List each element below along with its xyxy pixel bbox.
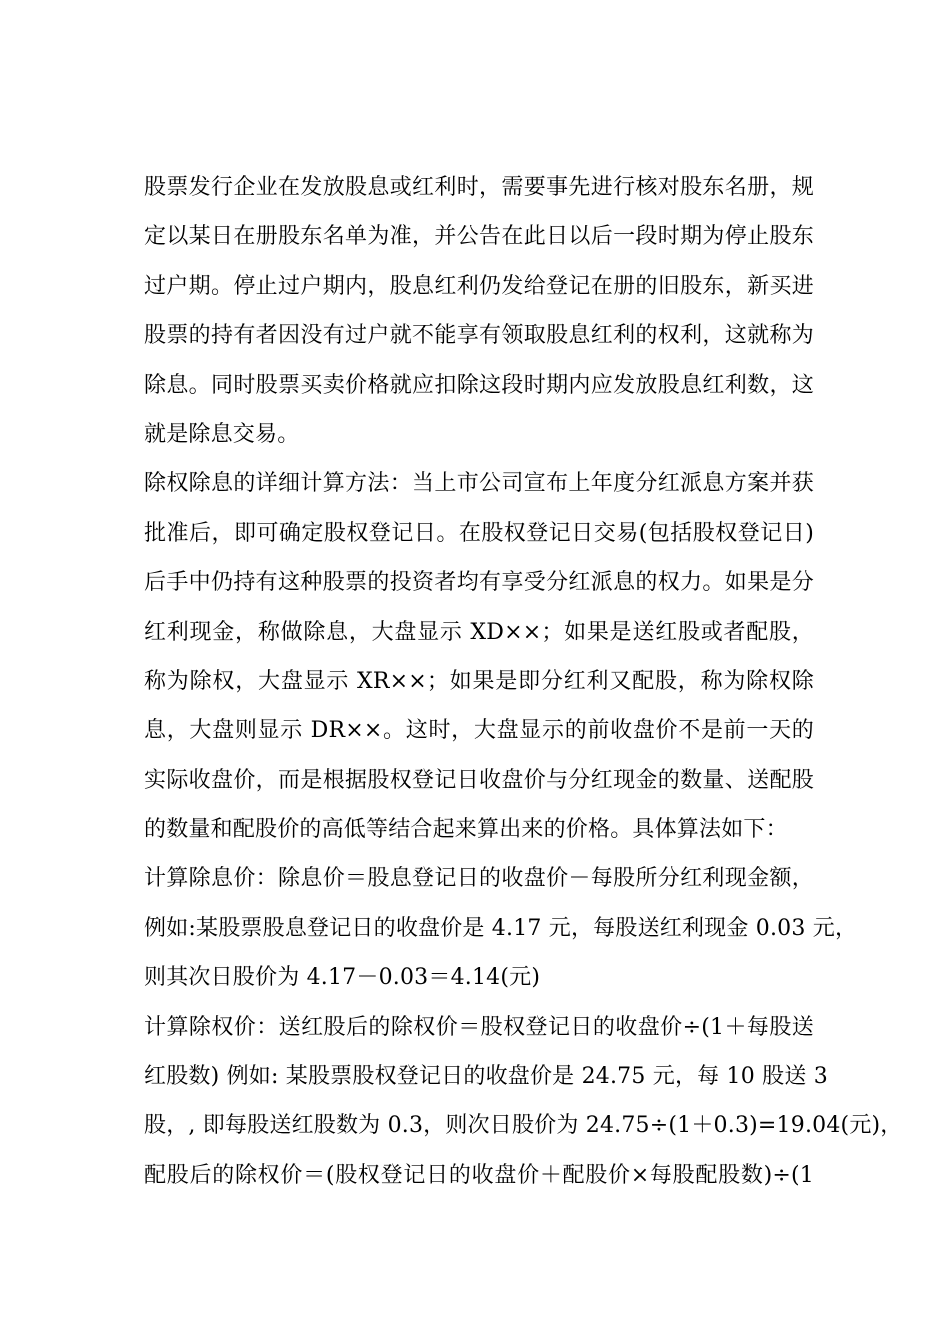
text-line: 批准后，即可确定股权登记日。在股权登记日交易(包括股权登记日) [144,520,814,546]
text-line: 红股数) 例如: 某股票股权登记日的收盘价是 24.75 元，每 10 股送 3 [144,1064,828,1090]
text-line: 配股后的除权价＝(股权登记日的收盘价＋配股价×每股配股数)÷(1 [144,1162,814,1188]
text-line: 例如:某股票股息登记日的收盘价是 4.17 元，每股送红利现金 0.03 元， [144,915,858,941]
text-line: 计算除权价：送红股后的除权价＝股权登记日的收盘价÷(1＋每股送 [144,1014,814,1040]
body-text [144,163,903,1200]
text-line: 股票的持有者因没有过户就不能享有领取股息红利的权利，这就称为 [144,323,814,349]
text-line: 股，, 即每股送红股数为 0.3，则次日股价为 24.75÷(1＋0.3)=19.04(元)， [144,1113,903,1139]
text-line: 称为除权，大盘显示 XR××；如果是即分红利又配股，称为除权除 [144,668,814,694]
text-line: 的数量和配股价的高低等结合起来算出来的价格。具体算法如下： [144,817,788,843]
text-line: 红利现金，称做除息，大盘显示 XD××；如果是送红股或者配股， [144,619,814,645]
text-line: 除息。同时股票买卖价格就应扣除这段时期内应发放股息红利数，这 [144,372,814,398]
text-line: 就是除息交易。 [144,421,300,447]
text-line: 后手中仍持有这种股票的投资者均有享受分红派息的权力。如果是分 [144,570,814,596]
text-line: 定以某日在册股东名单为准，并公告在此日以后一段时期为停止股东 [144,224,814,250]
text-line: 计算除息价：除息价＝股息登记日的收盘价－每股所分红利现金额， [144,866,814,892]
text-line: 则其次日股价为 4.17－0.03＝4.14(元) [144,965,541,991]
text-line: 实际收盘价，而是根据股权登记日收盘价与分红现金的数量、送配股 [144,767,814,793]
text-line: 除权除息的详细计算方法：当上市公司宣布上年度分红派息方案并获 [144,471,814,497]
text-line: 股票发行企业在发放股息或红利时，需要事先进行核对股东名册，规 [144,175,814,200]
text-line: 息，大盘则显示 DR××。这时，大盘显示的前收盘价不是前一天的 [144,718,814,744]
text-line: 过户期。停止过户期内，股息红利仍发给登记在册的旧股东，新买进 [144,273,814,299]
